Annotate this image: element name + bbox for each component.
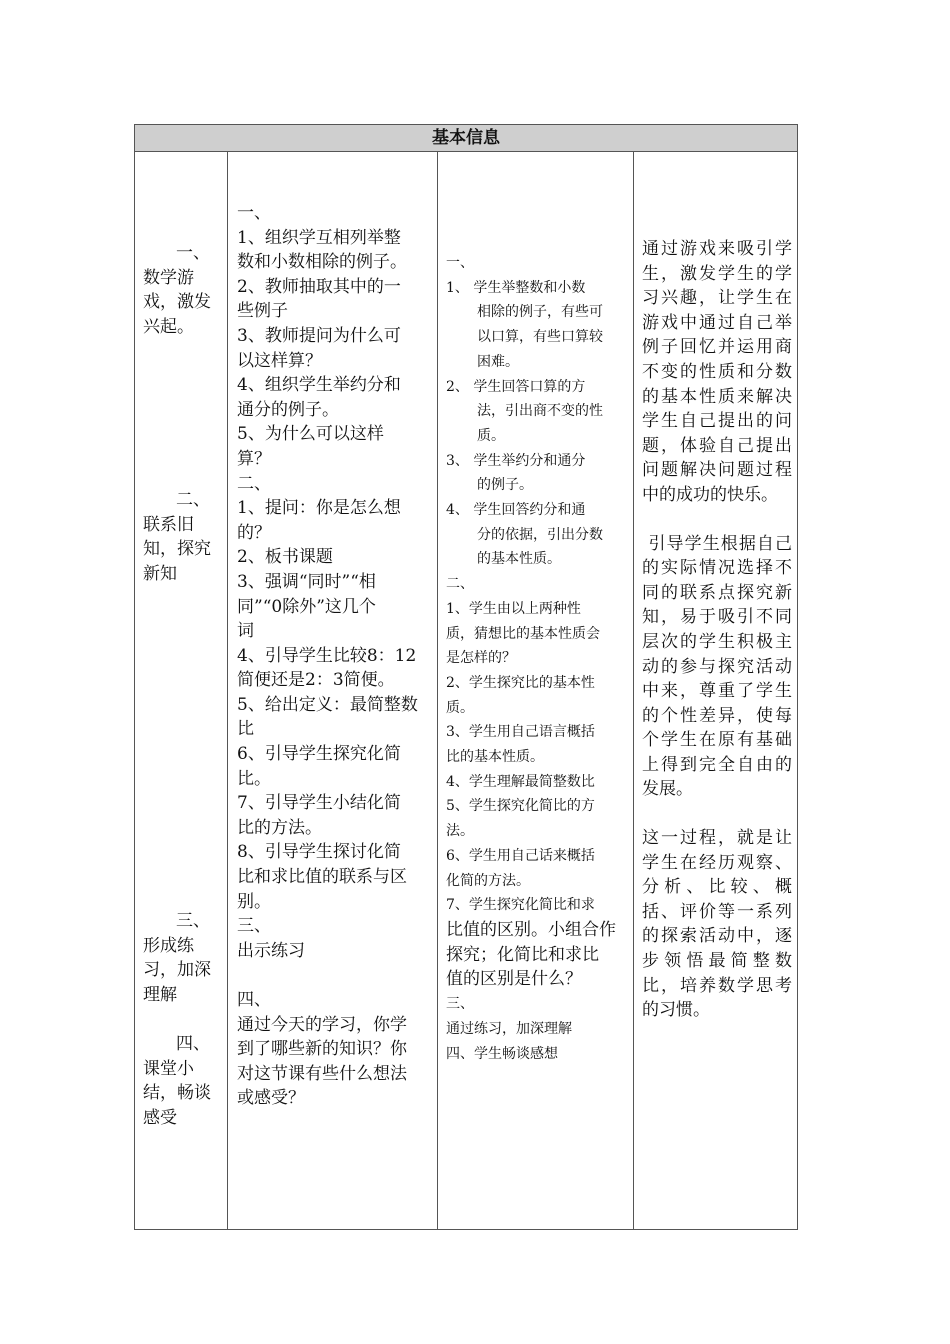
step-2: 二、 联系旧 知，探究 新知 xyxy=(143,490,211,584)
column-divider xyxy=(633,152,634,1229)
teacher-line xyxy=(237,963,433,988)
student-line: 探究；化简比和求比 xyxy=(446,944,599,965)
student-line: 质。 xyxy=(446,699,474,716)
student-line: 法，引出商不变的性 xyxy=(477,403,603,420)
column-divider xyxy=(437,152,438,1229)
student-line: 质，猜想比的基本性质会 xyxy=(446,625,600,642)
step-1: 一、 数学游 戏，激发 兴起。 xyxy=(143,243,211,337)
teacher-line: 出示练习 xyxy=(237,940,305,961)
student-line: 的例子。 xyxy=(477,477,533,494)
teacher-line: 二、 xyxy=(237,473,271,494)
lesson-info-table xyxy=(134,124,798,1230)
teacher-line: 6、引导学生探究化简 xyxy=(237,744,401,765)
student-line: 四、学生畅谈感想 xyxy=(446,1045,558,1062)
teacher-line: 四、 xyxy=(237,990,271,1010)
student-activity-column xyxy=(446,152,632,1066)
teacher-line: 3、教师提问为什么可 xyxy=(237,325,401,346)
teacher-line: 比。 xyxy=(237,768,271,789)
student-line: 值的区别是什么？ xyxy=(446,969,582,990)
teacher-line: 2、教师抽取其中的一 xyxy=(237,276,401,297)
teacher-line: 4、引导学生比较8：12 xyxy=(237,645,417,666)
intent-paragraph-3: 这一过程，就是让学生在经历观察、分析、比较、概括、评价等一系列的探索活动中，逐步领悟最简整数比，培养数学思考的习惯。 xyxy=(642,828,792,1021)
column-divider xyxy=(227,152,228,1229)
student-line: 7、学生探究化简比和求 xyxy=(446,897,595,914)
teacher-line: 4、组织学生举约分和 xyxy=(237,375,401,396)
teacher-line: 以这样算？ xyxy=(237,350,322,371)
student-line: 4、 学生回答约分和通 xyxy=(446,502,586,519)
intent-paragraph-1: 通过游戏来吸引学生，激发学生的学习兴趣，让学生在游戏中通过自己举例子回忆并运用商不变的性质和分数的基本性质来解决学生自己提出的问题，体验自己提出问题解决问题过程中的成功的快乐。 xyxy=(642,239,792,505)
intent-paragraph-2: 引导学生根据自己的实际情况选择不同的联系点探究新知，易于吸引不同层次的学生积极主动的参与探究活动中来，尊重了学生的个性差异，使每个学生在原有基础上得到完全自由的发展。 xyxy=(642,533,793,800)
student-line: 1、 学生举整数和小数 xyxy=(446,279,586,296)
teacher-line: 通过今天的学习，你学 xyxy=(237,1014,407,1035)
teacher-line: 简便还是2：3简便。 xyxy=(237,670,395,691)
design-intent-column xyxy=(642,152,792,1023)
teacher-line: 比和求比值的联系与区 xyxy=(237,867,407,888)
teacher-line: 通分的例子。 xyxy=(237,399,339,420)
student-line: 化简的方法。 xyxy=(446,872,530,889)
teacher-line: 比的方法。 xyxy=(237,817,322,838)
teacher-line: 2、板书课题 xyxy=(237,547,333,568)
step-3: 三、 形成练 习，加深 理解 xyxy=(143,911,211,1005)
student-line: 1、学生由以上两种性 xyxy=(446,600,581,617)
student-line: 3、学生用自己语言概括 xyxy=(446,724,595,741)
student-line: 二、 xyxy=(446,576,474,593)
teacher-line: 3、强调“同时”“相 xyxy=(237,571,376,592)
student-line: 是怎样的？ xyxy=(446,650,516,667)
teacher-line: 或感受？ xyxy=(237,1088,305,1109)
student-line: 比的基本性质。 xyxy=(446,749,544,766)
teacher-line: 比 xyxy=(237,719,254,740)
teacher-line: 7、引导学生小结化简 xyxy=(237,793,401,814)
teacher-line: 1、组织学互相列举整 xyxy=(237,227,401,248)
student-line: 相除的例子，有些可 xyxy=(477,304,603,321)
student-line: 6、学生用自己话来概括 xyxy=(446,847,595,864)
student-line: 分的依据，引出分数 xyxy=(477,526,603,543)
step-4: 四、 课堂小 结，畅谈 感受 xyxy=(143,1034,211,1128)
teacher-line: 别。 xyxy=(237,891,271,912)
teacher-line: 到了哪些新的知识？你 xyxy=(237,1039,407,1060)
student-line: 三、 xyxy=(446,996,474,1013)
student-line: 质。 xyxy=(477,427,505,444)
teacher-line: 的？ xyxy=(237,522,271,543)
table-header: 基本信息 xyxy=(135,125,797,152)
student-line: 一、 xyxy=(446,255,474,271)
teacher-line: 词 xyxy=(237,621,254,642)
student-line: 3、 学生举约分和通分 xyxy=(446,452,586,469)
student-line: 困难。 xyxy=(477,353,519,370)
teacher-line: 5、给出定义：最简整数 xyxy=(237,694,418,715)
teacher-line: 8、引导学生探讨化简 xyxy=(237,842,401,863)
student-line: 2、学生探究比的基本性 xyxy=(446,674,595,691)
teacher-line: 一、 xyxy=(237,203,271,223)
teacher-line: 算？ xyxy=(237,448,271,469)
teacher-line: 5、为什么可以这样 xyxy=(237,424,384,445)
teacher-line: 1、提问：你是怎么想 xyxy=(237,498,401,519)
teacher-line: 三、 xyxy=(237,916,271,937)
teacher-line: 些例子 xyxy=(237,301,288,322)
student-line: 法。 xyxy=(446,823,474,840)
teacher-line: 对这节课有些什么想法 xyxy=(237,1063,407,1084)
student-line: 4、学生理解最简整数比 xyxy=(446,773,595,790)
student-line: 通过练习，加深理解 xyxy=(446,1020,572,1037)
teacher-line: 同”“0除外”这几个 xyxy=(237,596,376,617)
student-line: 2、 学生回答口算的方 xyxy=(446,378,586,395)
student-line: 以口算，有些口算较 xyxy=(477,329,603,346)
teacher-activity-column xyxy=(237,152,433,1111)
student-line: 的基本性质。 xyxy=(477,551,561,568)
student-line: 5、学生探究化简比的方 xyxy=(446,798,595,815)
teacher-line: 数和小数相除的例子。 xyxy=(237,252,407,273)
student-line: 比值的区别。小组合作 xyxy=(446,919,616,940)
